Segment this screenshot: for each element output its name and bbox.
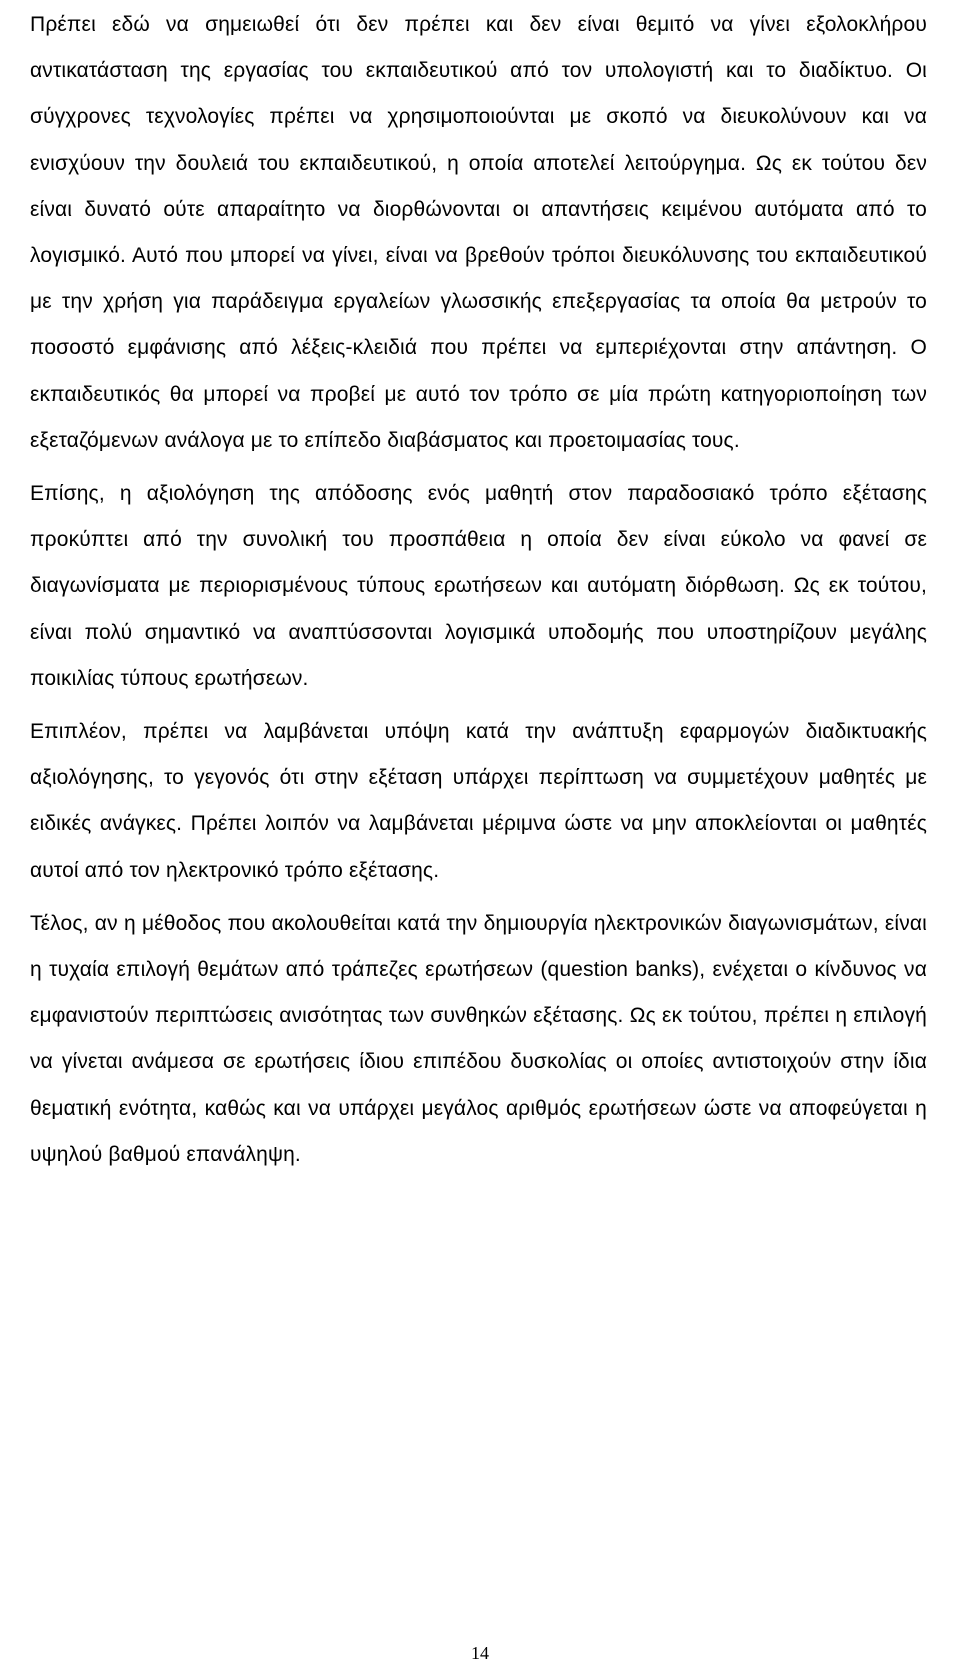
body-text bbox=[30, 2, 927, 1185]
paragraph-4: Τέλος, αν η μέθοδος που ακολουθείται κατά την δημιουργία ηλεκτρονικών διαγωνισμάτων, είναι η τυχαία επιλογή θεμάτων από τράπεζες ερωτήσεων (question banks), ενέχεται ο κίνδυνος να εμφανιστούν περιπτώσεις ανισότητας των συνθηκών εξέτασης. Ως εκ τούτου, πρέπει η επιλογή να γίνεται ανάμεσα σε ερωτήσεις ίδιου επιπέδου δυσκολίας οι οποίες αντιστοιχούν στην ίδια θεματική ενότητα, καθώς και να υπάρχει μεγάλος αριθμός ερωτήσεων ώστε να αποφεύγεται η υψηλού βαθμού επανάληψη. bbox=[30, 911, 927, 1166]
page-number: 14 bbox=[471, 1643, 489, 1663]
paragraph-3: Επιπλέον, πρέπει να λαμβάνεται υπόψη κατά την ανάπτυξη εφαρμογών διαδικτυακής αξιολόγησης, το γεγονός ότι στην εξέταση υπάρχει περίπτωση να συμμετέχουν μαθητές με ειδικές ανάγκες. Πρέπει λοιπόν να λαμβάνεται μέριμνα ώστε να μην αποκλείονται οι μαθητές αυτοί από τον ηλεκτρονικό τρόπο εξέτασης. bbox=[30, 720, 927, 882]
paragraph-2: Επίσης, η αξιολόγηση της απόδοσης ενός μαθητή στον παραδοσιακό τρόπο εξέτασης προκύπτει από την συνολική του προσπάθεια η οποία δεν είναι εύκολο να φανεί σε διαγωνίσματα με περιορισμένους τύπους ερωτήσεων και αυτόματη διόρθωση. Ως εκ τούτου, είναι πολύ σημαντικό να αναπτύσσονται λογισμικά υποδομής που υποστηρίζουν μεγάλης ποικιλίας τύπους ερωτήσεων. bbox=[30, 482, 927, 690]
paragraph-1: Πρέπει εδώ να σημειωθεί ότι δεν πρέπει και δεν είναι θεμιτό να γίνει εξολοκλήρου αντικατάσταση της εργασίας του εκπαιδευτικού από τον υπολογιστή και το διαδίκτυο. Οι σύγχρονες τεχνολογίες πρέπει να χρησιμοποιούνται με σκοπό να διευκολύνουν και να ενισχύουν την δουλειά του εκπαιδευτικού, η οποία αποτελεί λειτούργημα. Ως εκ τούτου δεν είναι δυνατό ούτε απαραίτητο να διορθώνονται οι απαντήσεις κειμένου αυτόματα από το λογισμικό. Αυτό που μπορεί να γίνει, είναι να βρεθούν τρόποι διευκόλυνσης του εκπαιδευτικού με την χρήση για παράδειγμα εργαλείων γλωσσικής επεξεργασίας τα οποία θα μετρούν το ποσοστό εμφάνισης από λέξεις-κλειδιά που πρέπει να εμπεριέχονται στην απάντηση. Ο εκπαιδευτικός θα μπορεί να προβεί με αυτό τον τρόπο σε μία πρώτη κατηγοριοποίηση των εξεταζόμενων ανάλογα με το επίπεδο διαβάσματος και προετοιμασίας τους. bbox=[30, 13, 927, 452]
